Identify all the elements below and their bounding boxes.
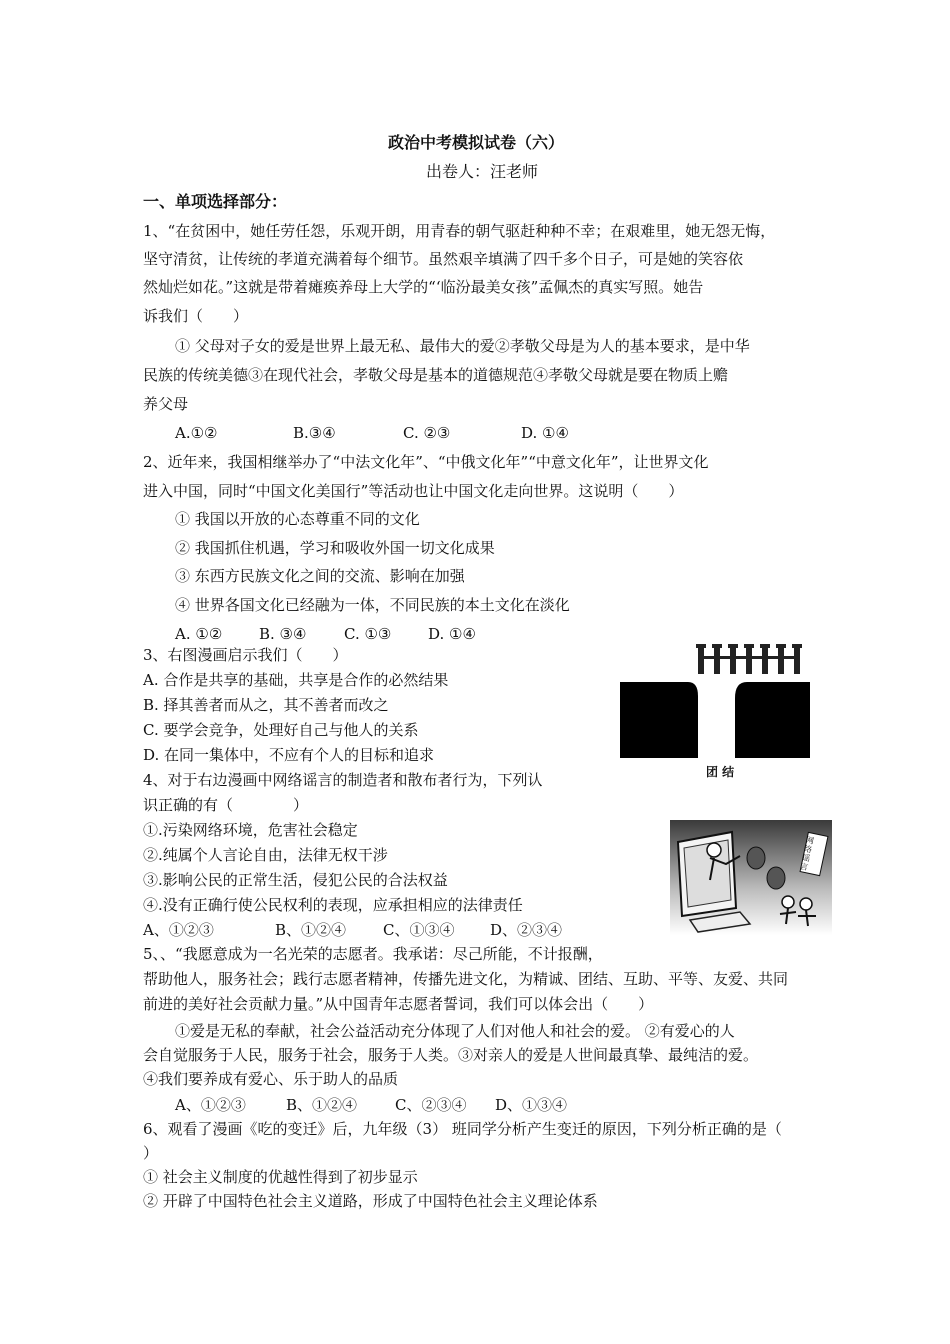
grenade-icon	[747, 847, 765, 869]
person-icon	[707, 843, 721, 857]
statement-item: ④.没有正确行使公民权利的表现，应承担相应的法律责任	[143, 896, 523, 914]
statement-line: 民族的传统美德③在现代社会，孝敬父母是基本的道德规范④孝敬父母就是要在物质上赡	[143, 366, 729, 384]
unity-cartoon	[610, 640, 820, 785]
option-d: D、②③④	[490, 921, 563, 939]
question-line: 识正确的有（ ）	[143, 796, 309, 814]
question-line: 1、“在贫困中，她任劳任怨，乐观开朗，用青春的朝气驱赶种种不幸；在艰难里，她无怨无悔，	[143, 222, 776, 240]
author-line: 出卷人：汪老师	[426, 162, 539, 181]
statement-item: ③ 东西方民族文化之间的交流、影响在加强	[175, 567, 465, 585]
statement-line: 养父母	[143, 395, 189, 413]
option-a: A、①②③	[143, 921, 214, 939]
page-title: 政治中考模拟试卷（六）	[388, 133, 565, 152]
person-icon	[800, 898, 812, 910]
statement-item: ① 我国以开放的心态尊重不同的文化	[175, 510, 420, 528]
question-line: 然灿烂如花。”这就是带着瘫痪养母上大学的“‘临汾最美女孩”孟佩杰的真实写照。她告	[143, 278, 704, 296]
figures-icon	[696, 644, 802, 674]
statement-line: ①爱是无私的奉献，社会公益活动充分体现了人们对他人和社会的爱。 ②有爱心的人	[175, 1022, 735, 1040]
question-line: 坚守清贫，让传统的孝道充满着每个细节。虽然艰辛填满了四千多个日子，可是她的笑容依	[143, 250, 744, 268]
option-c: C. 要学会竞争，处理好自己与他人的关系	[143, 721, 419, 739]
option-d: D. 在同一集体中，不应有个人的目标和追求	[143, 746, 435, 764]
statement-item: ② 我国抓住机遇，学习和吸收外国一切文化成果	[175, 539, 495, 557]
question-line: 4、对于右边漫画中网络谣言的制造者和散布者行为，下列认	[143, 771, 543, 789]
option-b: B、①②④	[286, 1096, 358, 1114]
cartoon-label: 网络谣言	[799, 835, 815, 873]
question-line: 6、观看了漫画《吃的变迁》后，九年级（3） 班同学分析产生变迁的原因，下列分析正确的是（	[143, 1120, 782, 1138]
option-c: C. ②③	[403, 424, 451, 442]
question-line: ）	[143, 1144, 159, 1162]
question-line: 前进的美好社会贡献力量。”从中国青年志愿者誓词，我们可以体会出（ ）	[143, 995, 654, 1013]
option-a: A. ①②	[175, 625, 223, 643]
statement-item: ①.污染网络环境，危害社会稳定	[143, 821, 358, 839]
option-c: C、②③④	[395, 1096, 467, 1114]
option-d: D、①③④	[495, 1096, 568, 1114]
question-line: 5、、“我愿意成为一名光荣的志愿者。我承诺：尽己所能，不计报酬，	[143, 945, 603, 963]
option-b: B. 择其善者而从之，其不善者而改之	[143, 696, 389, 714]
statement-line: ④我们要养成有爱心、乐于助人的品质	[143, 1070, 399, 1088]
option-d: D. ①④	[428, 625, 476, 643]
statement-item: ②.纯属个人言论自由，法律无权干涉	[143, 846, 388, 864]
statement-line: 会自觉服务于人民，服务于社会，服务于人类。③对亲人的爱是人世间最真挚、最纯洁的爱。	[143, 1046, 759, 1064]
option-c: C. ①③	[344, 625, 392, 643]
option-b: B、①②④	[275, 921, 347, 939]
statement-line: ① 父母对子女的爱是世界上最无私、最伟大的爱②孝敬父母是为人的基本要求，是中华	[175, 337, 750, 355]
question-line: 进入中国，同时“中国文化美国行”等活动也让中国文化走向世界。这说明（ ）	[143, 482, 684, 500]
statement-item: ④ 世界各国文化已经融为一体，不同民族的本土文化在淡化	[175, 596, 570, 614]
statement-item: ③.影响公民的正常生活，侵犯公民的合法权益	[143, 871, 448, 889]
cartoon-caption: 团 结	[706, 765, 735, 779]
rumor-cartoon	[670, 820, 832, 935]
option-c: C、①③④	[383, 921, 455, 939]
statement-item: ② 开辟了中国特色社会主义道路，形成了中国特色社会主义理论体系	[143, 1192, 598, 1210]
option-a: A. 合作是共享的基础，共享是合作的必然结果	[143, 671, 449, 689]
grenade-icon	[767, 867, 785, 889]
option-b: B. ③④	[259, 625, 307, 643]
option-a: A、①②③	[175, 1096, 246, 1114]
section-heading: 一、单项选择部分：	[143, 192, 288, 211]
person-icon	[782, 896, 794, 908]
option-a: A.①②	[175, 424, 218, 442]
question-line: 诉我们（ ）	[143, 307, 249, 325]
statement-item: ① 社会主义制度的优越性得到了初步显示	[143, 1168, 418, 1186]
option-b: B.③④	[293, 424, 336, 442]
question-line: 帮助他人，服务社会；践行志愿者精神，传播先进文化，为精诚、团结、互助、平等、友爱、共同	[143, 970, 789, 988]
option-d: D. ①④	[521, 424, 569, 442]
question-line: 3、右图漫画启示我们（ ）	[143, 646, 348, 664]
question-line: 2、近年来，我国相继举办了“中法文化年”、“中俄文化年”“中意文化年”，让世界文化	[143, 453, 709, 471]
